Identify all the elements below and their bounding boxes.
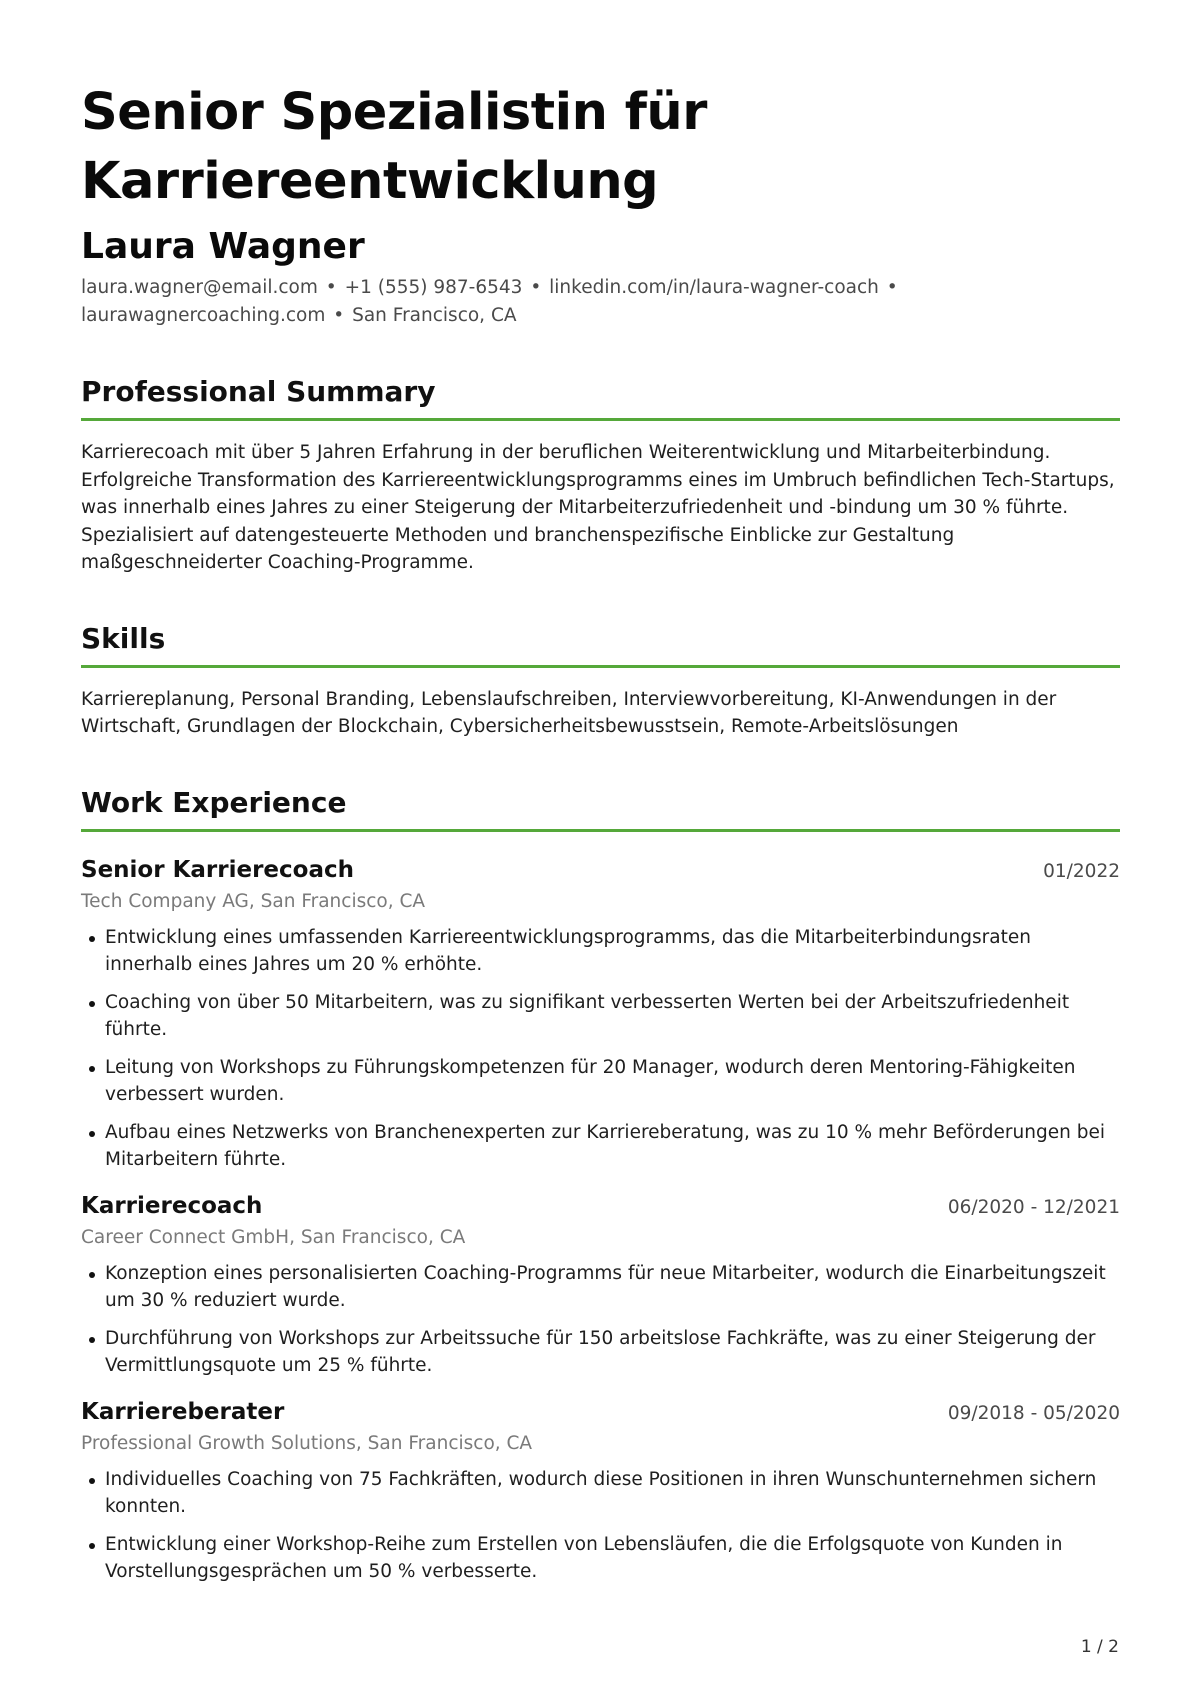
contact-phone: +1 (555) 987-6543 <box>344 277 523 298</box>
bullet-dot-icon <box>89 1001 95 1007</box>
job-entry <box>81 854 1120 1174</box>
contact-line <box>81 274 1120 330</box>
job-date: 09/2018 - 05/2020 <box>947 1402 1120 1424</box>
job-bullet-text: Konzeption eines personalisierten Coaching-Programms für neue Mitarbeiter, wodurch die Einarbeitungszeit um 30 % reduziert wurde. <box>105 1262 1106 1311</box>
job-entry <box>81 1190 1120 1380</box>
job-bullets <box>81 1466 1120 1586</box>
job-date: 06/2020 - 12/2021 <box>947 1196 1120 1218</box>
contact-separator: • <box>530 277 542 298</box>
job-bullets <box>81 924 1120 1174</box>
job-title-heading: Senior Spezialistin für Karriereentwicklung <box>81 83 707 211</box>
job-bullet <box>81 1119 1120 1174</box>
job-bullet <box>81 1531 1120 1586</box>
job-header <box>81 1190 1120 1222</box>
job-bullet-text: Entwicklung einer Workshop-Reihe zum Erstellen von Lebensläufen, die die Erfolgsquote von Kunden in Vorstellungsgesprächen um 50 % verbesserte. <box>105 1533 1063 1582</box>
job-entry <box>81 1396 1120 1586</box>
person-name: Laura Wagner <box>81 226 365 267</box>
job-bullet <box>81 989 1120 1044</box>
job-bullet <box>81 1466 1120 1521</box>
contact-location: San Francisco, CA <box>352 305 517 326</box>
job-header <box>81 1396 1120 1428</box>
experience-section <box>81 785 1120 1586</box>
resume-header <box>81 78 1120 330</box>
page-number: 1 / 2 <box>1080 1637 1119 1657</box>
skills-text: Karriereplanung, Personal Branding, Lebenslaufschreiben, Interviewvorbereitung, KI-Anwendungen in der Wirtschaft, Grundlagen der Blockchain, Cybersicherheitsbewusstsein, Remote-Arbeitslösungen <box>81 688 1057 737</box>
bullet-dot-icon <box>89 1478 95 1484</box>
job-header <box>81 854 1120 886</box>
skills-heading: Skills <box>81 621 1120 668</box>
contact-linkedin: linkedin.com/in/laura-wagner-coach <box>549 277 879 298</box>
job-company: Professional Growth Solutions, San Francisco, CA <box>81 1432 533 1454</box>
bullet-dot-icon <box>89 936 95 942</box>
summary-heading: Professional Summary <box>81 374 1120 421</box>
job-company: Tech Company AG, San Francisco, CA <box>81 890 426 912</box>
bullet-dot-icon <box>89 1066 95 1072</box>
bullet-dot-icon <box>89 1337 95 1343</box>
contact-separator: • <box>886 277 898 298</box>
bullet-dot-icon <box>89 1543 95 1549</box>
summary-text: Karrierecoach mit über 5 Jahren Erfahrung in der beruflichen Weiterentwicklung und Mitarbeiterbindung. Erfolgreiche Transformation des Karriereentwicklungsprogramms eines im Umbruch befindlichen Tech-Startups, was innerhalb eines Jahres zu einer Steigerung der Mitarbeiterzufriedenheit und -bindung um 30 % führte. Spezialisiert auf datengesteuerte Methoden und branchenspezifische Einblicke zur Gestaltung maßgeschneiderter Coaching-Programme. <box>81 442 1115 573</box>
job-role: Senior Karrierecoach <box>81 856 354 883</box>
job-bullet <box>81 1260 1120 1315</box>
contact-email: laura.wagner@email.com <box>81 277 318 298</box>
skills-section <box>81 621 1120 741</box>
job-bullet-text: Aufbau eines Netzwerks von Branchenexperten zur Karriereberatung, was zu 10 % mehr Beförderungen bei Mitarbeitern führte. <box>105 1121 1105 1170</box>
job-bullet-text: Durchführung von Workshops zur Arbeitssuche für 150 arbeitslose Fachkräfte, was zu einer Steigerung der Vermittlungsquote um 25 % führte. <box>105 1327 1096 1376</box>
job-bullet <box>81 1325 1120 1380</box>
job-bullet <box>81 1054 1120 1109</box>
resume-page <box>81 78 1120 1596</box>
bullet-dot-icon <box>89 1272 95 1278</box>
job-bullets <box>81 1260 1120 1380</box>
job-bullet-text: Leitung von Workshops zu Führungskompetenzen für 20 Manager, wodurch deren Mentoring-Fähigkeiten verbessert wurden. <box>105 1056 1076 1105</box>
job-date: 01/2022 <box>1043 860 1120 882</box>
summary-section <box>81 374 1120 577</box>
job-role: Karriereberater <box>81 1398 285 1425</box>
bullet-dot-icon <box>89 1131 95 1137</box>
experience-heading: Work Experience <box>81 785 1120 832</box>
job-role: Karrierecoach <box>81 1192 263 1219</box>
contact-separator: • <box>333 305 345 326</box>
job-company: Career Connect GmbH, San Francisco, CA <box>81 1226 466 1248</box>
job-bullet-text: Entwicklung eines umfassenden Karriereentwicklungsprogramms, das die Mitarbeiterbindungsraten innerhalb eines Jahres um 20 % erhöhte. <box>105 926 1031 975</box>
contact-website: laurawagnercoaching.com <box>81 305 326 326</box>
contact-separator: • <box>325 277 337 298</box>
job-bullet-text: Individuelles Coaching von 75 Fachkräften, wodurch diese Positionen in ihren Wunschunternehmen sichern konnten. <box>105 1468 1097 1517</box>
job-bullet-text: Coaching von über 50 Mitarbeitern, was zu signifikant verbesserten Werten bei der Arbeitszufriedenheit führte. <box>105 991 1070 1040</box>
job-bullet <box>81 924 1120 979</box>
